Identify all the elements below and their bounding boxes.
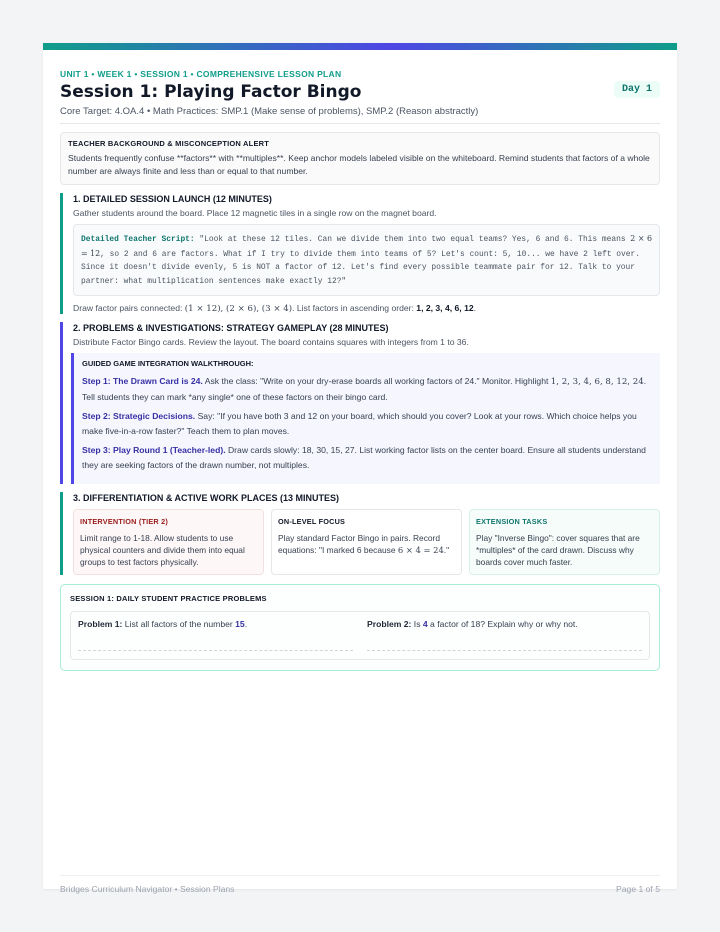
problem-number: 4 — [422, 619, 428, 629]
problems-box — [70, 611, 650, 660]
step-label: Step 3: Play Round 1 (Teacher-led). — [82, 445, 226, 455]
practice-problems — [60, 584, 660, 671]
page-footer — [60, 875, 660, 894]
step-text-end: . Tell students they can mark *any single* one of these factors on their bingo card. — [82, 376, 647, 402]
card-body: Play "Inverse Bingo": cover squares that are *multiples* of the card drawn. Discuss why boards cover much faster. — [476, 533, 640, 567]
intervention-card — [73, 509, 264, 575]
step-2 — [82, 409, 652, 439]
step-text: Say: "If you have both 3 and 12 on your board, which should you cover? Look at your rows. Which choice helps you make five-in-a-row faster?" Teach them to plan moves. — [82, 411, 637, 436]
answer-line[interactable] — [367, 650, 642, 651]
problem-label: Problem 1: — [78, 619, 123, 629]
page-number: Page 1 of 5 — [616, 884, 660, 894]
card-heading: INTERVENTION (TIER 2) — [80, 517, 168, 526]
script-text-continued: , so 2 and 6 are factors. What if I try to divide them into teams of 5? Let's count: 5, 10... we have 2 left over. Since it doesn't divide evenly, 5 is NOT a factor of 12. Let's find every possible teammate pair for 12. Talk to your partner: what multiplication sentences make exactly 12?" — [81, 249, 640, 286]
factor-list: 1, 2, 3, 4, 6, 12 — [416, 303, 474, 313]
page-title: Session 1: Playing Factor Bingo — [60, 82, 362, 102]
footer-source: Bridges Curriculum Navigator • Session Plans — [60, 884, 235, 894]
misconception-alert — [60, 132, 660, 185]
accent-bar — [43, 43, 677, 50]
script-equation: 2 × 6 = 12 — [81, 234, 652, 258]
lesson-page — [43, 43, 677, 894]
alert-heading: TEACHER BACKGROUND & MISCONCEPTION ALERT — [68, 139, 270, 148]
problem-label: Problem 2: — [367, 619, 412, 629]
problem-text — [78, 619, 353, 629]
problem-text — [367, 619, 642, 629]
problem-2 — [367, 619, 642, 651]
problem-body: Is — [411, 619, 423, 629]
guided-heading: GUIDED GAME INTEGRATION WALKTHROUGH: — [82, 359, 254, 368]
header-divider — [60, 123, 660, 124]
card-heading: ON-LEVEL FOCUS — [278, 517, 346, 526]
day-badge: Day 1 — [614, 81, 660, 98]
page-subtitle: Core Target: 4.OA.4 • Math Practices: SMP.1 (Make sense of problems), SMP.2 (Reason abstractly) — [60, 106, 479, 117]
problem-number: 15 — [235, 619, 245, 629]
practice-heading: SESSION 1: DAILY STUDENT PRACTICE PROBLEMS — [70, 594, 267, 603]
extension-card — [469, 509, 660, 575]
script-label: Detailed Teacher Script: — [81, 235, 195, 244]
section-intro: Gather students around the board. Place 12 magnetic tiles in a single row on the magnet board. — [73, 208, 437, 218]
section-title: 3. DIFFERENTIATION & ACTIVE WORK PLACES (13 MINUTES) — [73, 493, 340, 503]
section-intro: Distribute Factor Bingo cards. Review the layout. The board contains squares with integers from 1 to 36. — [73, 337, 469, 347]
script-text: "Look at these 12 tiles. Can we divide them into two equal teams? Yes, 6 and 6. This means — [194, 235, 631, 244]
section-gameplay — [60, 322, 660, 484]
pairs-end: . — [473, 303, 477, 313]
step-label: Step 1: The Drawn Card is 24. — [82, 376, 203, 386]
step-text: Ask the class: "Write on your dry-erase boards all working factors of 24." Monitor. Highlight — [202, 376, 551, 386]
pairs-prefix: Draw factor pairs connected: — [73, 303, 185, 313]
problem-end: . — [244, 619, 248, 629]
breadcrumb: UNIT 1 • WEEK 1 • SESSION 1 • COMPREHENSIVE LESSON PLAN — [60, 69, 342, 79]
section-title: 1. DETAILED SESSION LAUNCH (12 MINUTES) — [73, 194, 272, 204]
alert-body: Students frequently confuse **factors** with **multiples**. Keep anchor models labeled visible on the whiteboard. Remind students that factors of a whole number are always finite and less than or equal to that number. — [68, 153, 650, 176]
card-body-end: ." — [443, 545, 450, 555]
guided-walkthrough — [71, 353, 660, 484]
problem-1 — [78, 619, 353, 651]
card-body-text: Play standard Factor Bingo in pairs. Record equations: "I marked 6 because — [278, 533, 440, 555]
card-equation: 6 × 4 = 24 — [397, 545, 444, 555]
pairs-equations: (1 × 12), (2 × 6), (3 × 4) — [184, 304, 293, 314]
card-body: Limit range to 1-18. Allow students to use physical counters and divide them into equal groups to test factors physically. — [80, 533, 245, 567]
step-math: 1, 2, 3, 4, 6, 8, 12, 24 — [550, 377, 644, 387]
problem-body: List all factors of the number — [122, 619, 236, 629]
problem-end: a factor of 18? Explain why or why not. — [427, 619, 578, 629]
step-3 — [82, 443, 652, 473]
answer-line[interactable] — [78, 650, 353, 651]
on-level-card — [271, 509, 462, 575]
card-heading: EXTENSION TASKS — [476, 517, 548, 526]
teacher-script — [73, 224, 660, 296]
pairs-mid: . List factors in ascending order: — [292, 303, 417, 313]
step-label: Step 2: Strategic Decisions. — [82, 411, 196, 421]
card-body — [278, 532, 455, 556]
section-title: 2. PROBLEMS & INVESTIGATIONS: STRATEGY GAMEPLAY (28 MINUTES) — [73, 323, 389, 333]
differentiation-cards — [73, 509, 660, 575]
section-launch — [60, 193, 660, 314]
factor-pairs-line — [73, 303, 660, 314]
step-text: Draw cards slowly: 18, 30, 15, 27. List working factor lists on the center board. Ensure all students understand they are seeking factors of the drawn number, not multiples. — [82, 445, 646, 470]
step-1 — [82, 374, 652, 405]
section-differentiation — [60, 492, 660, 575]
